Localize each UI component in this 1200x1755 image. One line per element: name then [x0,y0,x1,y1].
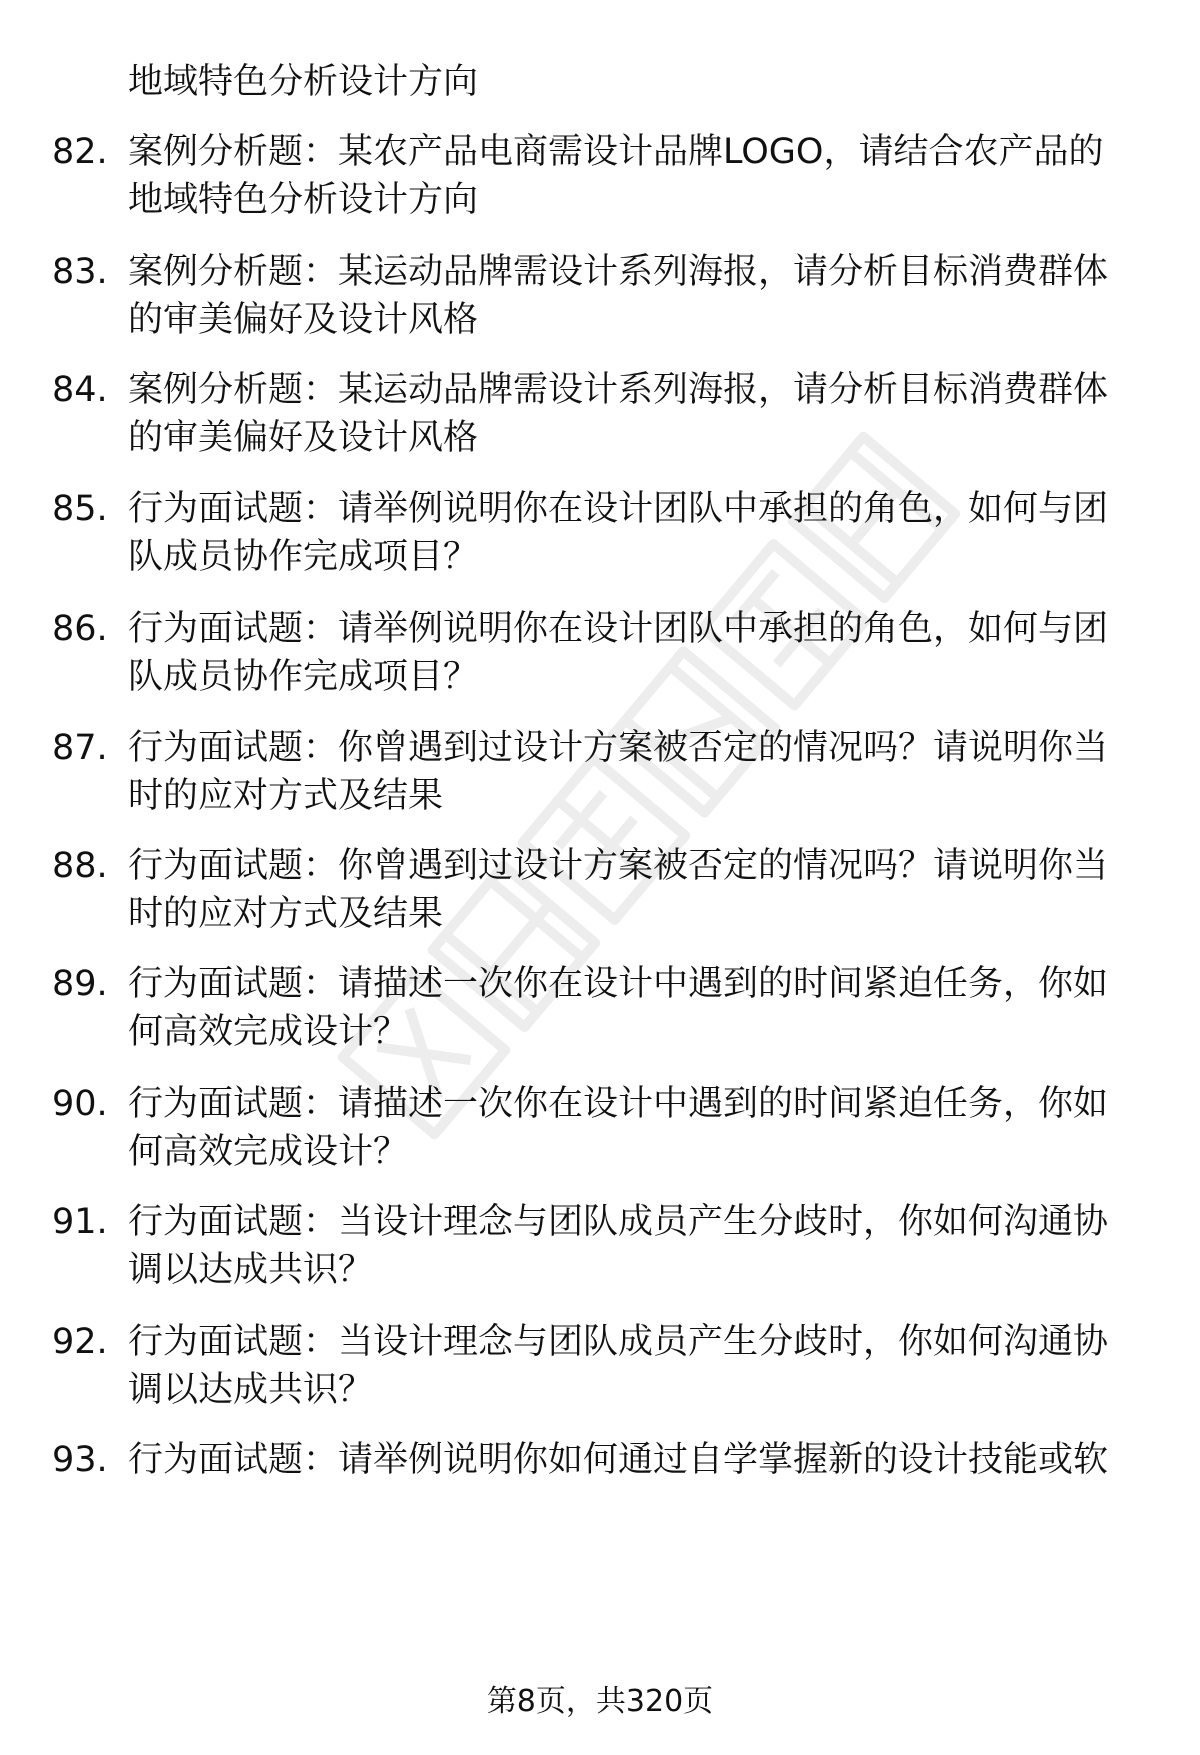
question-number: 88. [52,846,108,886]
question-number: 93. [52,1440,108,1480]
question-item-88 [0,842,1200,942]
question-text [128,1318,1148,1414]
question-line: 调以达成共识？ [128,1250,374,1290]
question-line: 行为面试题：你曾遇到过设计方案被否定的情况吗？请说明你当 [128,728,1109,768]
question-item-91 [0,1198,1200,1298]
question-text [128,128,1148,224]
question-line: 行为面试题：请举例说明你在设计团队中承担的角色，如何与团 [128,489,1109,529]
question-number: 83. [52,252,108,292]
question-number: 89. [52,964,108,1004]
question-line: 行为面试题：请描述一次你在设计中遇到的时间紧迫任务，你如 [128,1084,1109,1124]
question-text [128,485,1148,581]
question-number: 87. [52,728,108,768]
question-line: 行为面试题：你曾遇到过设计方案被否定的情况吗？请说明你当 [128,846,1109,886]
question-line: 案例分析题：某运动品牌需设计系列海报，请分析目标消费群体 [128,370,1109,410]
question-text [128,842,1148,938]
question-number: 86. [52,609,108,649]
question-line: 地域特色分析设计方向 [128,180,479,220]
question-item-89 [0,960,1200,1060]
question-line: 时的应对方式及结果 [128,894,444,934]
question-item-86 [0,605,1200,705]
question-item-84 [0,366,1200,466]
question-line: 时的应对方式及结果 [128,776,444,816]
question-line: 行为面试题：请举例说明你在设计团队中承担的角色，如何与团 [128,609,1109,649]
question-line: 何高效完成设计？ [128,1012,409,1052]
question-text [128,605,1148,701]
question-line: 队成员协作完成项目？ [128,657,479,697]
question-text [128,1080,1148,1176]
question-text [128,248,1148,344]
question-number: 84. [52,370,108,410]
question-line: 队成员协作完成项目？ [128,537,479,577]
question-line: 的审美偏好及设计风格 [128,300,479,340]
question-text [128,1198,1148,1294]
continuation-line: 地域特色分析设计方向 [128,62,479,102]
question-number: 91. [52,1202,108,1242]
question-line: 的审美偏好及设计风格 [128,418,479,458]
question-line: 行为面试题：当设计理念与团队成员产生分歧时，你如何沟通协 [128,1322,1109,1362]
question-item-93 [0,1436,1200,1536]
question-item-85 [0,485,1200,585]
question-number: 90. [52,1084,108,1124]
question-line: 案例分析题：某运动品牌需设计系列海报，请分析目标消费群体 [128,252,1109,292]
question-number: 85. [52,489,108,529]
question-number: 82. [52,132,108,172]
question-item-92 [0,1318,1200,1418]
question-line: 行为面试题：请描述一次你在设计中遇到的时间紧迫任务，你如 [128,964,1109,1004]
question-item-87 [0,724,1200,824]
question-line: 行为面试题：请举例说明你如何通过自学掌握新的设计技能或软 [128,1440,1109,1480]
question-line: 案例分析题：某农产品电商需设计品牌LOGO，请结合农产品的 [128,132,1104,172]
question-text [128,960,1148,1056]
question-item-83 [0,248,1200,348]
question-text [128,366,1148,462]
question-item-90 [0,1080,1200,1180]
question-line: 调以达成共识？ [128,1370,374,1410]
page-footer [0,1680,1200,1724]
question-text [128,1436,1148,1484]
page-number-label: 第8页，共320页 [486,1684,714,1719]
question-number: 92. [52,1322,108,1362]
question-text [128,724,1148,820]
question-line: 何高效完成设计？ [128,1132,409,1172]
question-item-82 [0,128,1200,228]
question-line: 行为面试题：当设计理念与团队成员产生分歧时，你如何沟通协 [128,1202,1109,1242]
